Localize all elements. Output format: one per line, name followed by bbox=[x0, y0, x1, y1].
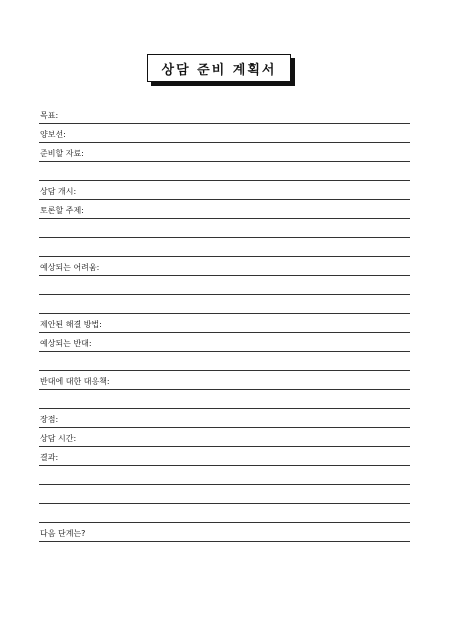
form-row bbox=[39, 523, 410, 542]
form-row bbox=[39, 428, 410, 447]
field-label-topics: 토론할 주제: bbox=[40, 206, 84, 215]
field-label-solutions: 제안된 해결 방법: bbox=[40, 320, 102, 329]
field-label-materials: 준비할 자료: bbox=[40, 149, 84, 158]
form-row bbox=[39, 124, 410, 143]
form-row bbox=[39, 447, 410, 466]
field-label-goal: 목표: bbox=[40, 111, 59, 120]
field-label-advantages: 장점: bbox=[40, 415, 59, 424]
blank-line bbox=[39, 219, 410, 238]
blank-line bbox=[39, 485, 410, 504]
blank-line bbox=[39, 504, 410, 523]
blank-line bbox=[39, 295, 410, 314]
blank-line bbox=[39, 238, 410, 257]
form-row bbox=[39, 257, 410, 276]
field-label-difficulties: 예상되는 어려움: bbox=[40, 263, 100, 272]
field-label-duration: 상담 시간: bbox=[40, 434, 77, 443]
page-title: 상담 준비 계획서 bbox=[147, 54, 291, 82]
field-label-opening: 상담 개시: bbox=[40, 187, 77, 196]
form-row bbox=[39, 409, 410, 428]
form-row bbox=[39, 200, 410, 219]
blank-line bbox=[39, 352, 410, 371]
blank-line bbox=[39, 276, 410, 295]
title-block bbox=[147, 54, 293, 84]
blank-line bbox=[39, 466, 410, 485]
form-row bbox=[39, 181, 410, 200]
blank-line bbox=[39, 162, 410, 181]
form-row bbox=[39, 314, 410, 333]
blank-line bbox=[39, 390, 410, 409]
field-label-responses: 반대에 대한 대응책: bbox=[40, 377, 110, 386]
form-row bbox=[39, 105, 410, 124]
field-label-objections: 예상되는 반대: bbox=[40, 339, 92, 348]
field-label-result: 결과: bbox=[40, 453, 59, 462]
field-label-concession: 양보선: bbox=[40, 130, 66, 139]
form-row bbox=[39, 143, 410, 162]
form-row bbox=[39, 333, 410, 352]
form-lines bbox=[39, 105, 410, 542]
field-label-next-steps: 다음 단계는? bbox=[40, 529, 86, 538]
form-row bbox=[39, 371, 410, 390]
